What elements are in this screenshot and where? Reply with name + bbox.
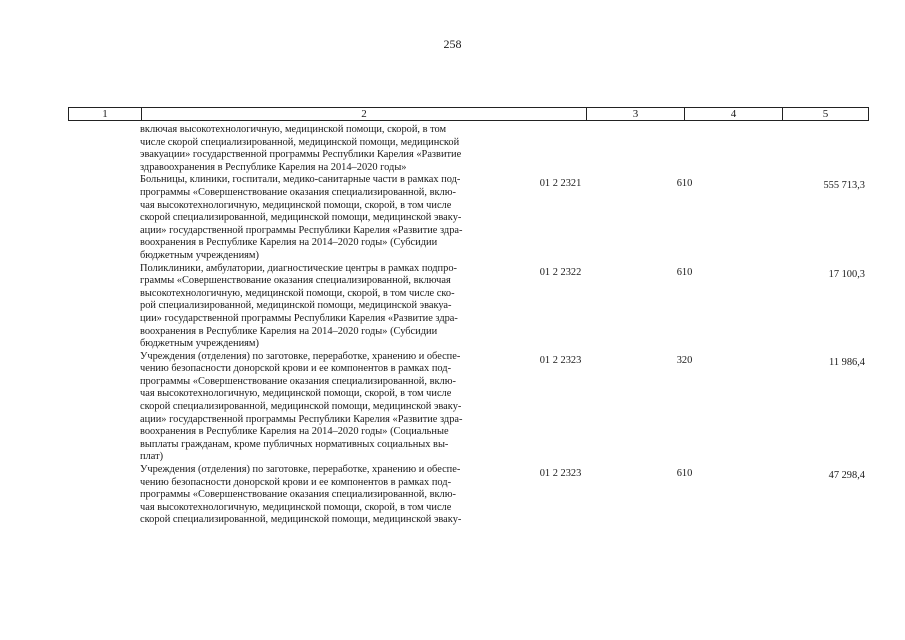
table-row — [140, 263, 865, 351]
column-header-4: 4 — [685, 108, 783, 121]
row-code — [512, 124, 609, 128]
header-row — [69, 108, 869, 121]
row-amount: 17 100,3 — [828, 268, 865, 280]
page-number: 258 — [443, 37, 462, 51]
budget-rows — [140, 124, 865, 527]
row-description: включая высокотехнологичную, медицинской помощи, скорой, в том числе скорой специализированной, медицинской помощи, медицинской эвакуации» государственной программы Республики Карелия «Развитие здравоохранения в Республике Карелия на 2014–2020 годы» — [140, 124, 462, 173]
column-header-2: 2 — [142, 108, 587, 121]
column-header-3: 3 — [587, 108, 685, 121]
row-code: 01 2 2323 — [539, 354, 582, 366]
row-amount: 47 298,4 — [828, 470, 865, 482]
table-row — [140, 124, 865, 174]
row-amount: 11 986,4 — [829, 356, 865, 368]
column-header-5: 5 — [783, 108, 869, 121]
row-code: 01 2 2321 — [539, 178, 582, 190]
row-expense-type — [636, 124, 733, 128]
row-amount — [733, 124, 865, 130]
row-description: Поликлиники, амбулатории, диагностические центры в рамках подпро- граммы «Совершенствование оказания специализированной, включая высокотехнологичную, медицинской помощи, скорой, в том числе ско- рой специализированной, медицинской помощи, медицинской эвакуа- ции» государственной программы Республики Карелия «Развитие здра- воохранения в Республике Карелия на 2014–2020 годы» (Субсидии бюджетным учреждениям) — [140, 262, 458, 350]
row-expense-type: 610 — [676, 178, 693, 190]
row-amount: 555 713,3 — [823, 180, 865, 192]
row-expense-type: 610 — [676, 468, 693, 480]
table-row — [140, 351, 865, 464]
row-expense-type: 610 — [676, 266, 693, 278]
row-description: Больницы, клиники, госпитали, медико-санитарные части в рамках под- программы «Совершенствование оказания специализированной, вклю- чая высокотехнологичную, медицинской помощи, скорой, в том числе скорой специализированной, медицинской помощи, медицинской эваку- ации» государственной программы Республики Карелия «Развитие здра- воохранения в Республике Карелия на 2014–2020 годы» (Субсидии бюджетным учреждениям) — [140, 174, 463, 261]
row-code: 01 2 2322 — [539, 266, 582, 278]
row-code: 01 2 2323 — [539, 468, 582, 480]
table-row — [140, 174, 865, 262]
row-expense-type: 320 — [676, 354, 693, 366]
table-row — [140, 464, 865, 527]
column-header-1: 1 — [69, 108, 142, 121]
row-description: Учреждения (отделения) по заготовке, переработке, хранению и обеспе- чению безопасности донорской крови и ее компонентов в рамках под- программы «Совершенствование оказания специализированной, вклю- чая высокотехнологичную, медицинской помощи, скорой, в том числе скорой специализированной, медицинской помощи, медицинской эваку- ации» государственной программы Республики Карелия «Развитие здра- воохранения в Республике Карелия на 2014–2020 годы» (Социальные выплаты гражданам, кроме публичных нормативных социальных вы- плат) — [140, 350, 463, 463]
column-header-table — [68, 107, 869, 121]
row-description: Учреждения (отделения) по заготовке, переработке, хранению и обеспе- чению безопасности донорской крови и ее компонентов в рамках под- программы «Совершенствование оказания специализированной, вклю- чая высокотехнологичную, медицинской помощи, скорой, в том числе скорой специализированной, медицинской помощи, медицинской эваку- — [140, 464, 462, 526]
